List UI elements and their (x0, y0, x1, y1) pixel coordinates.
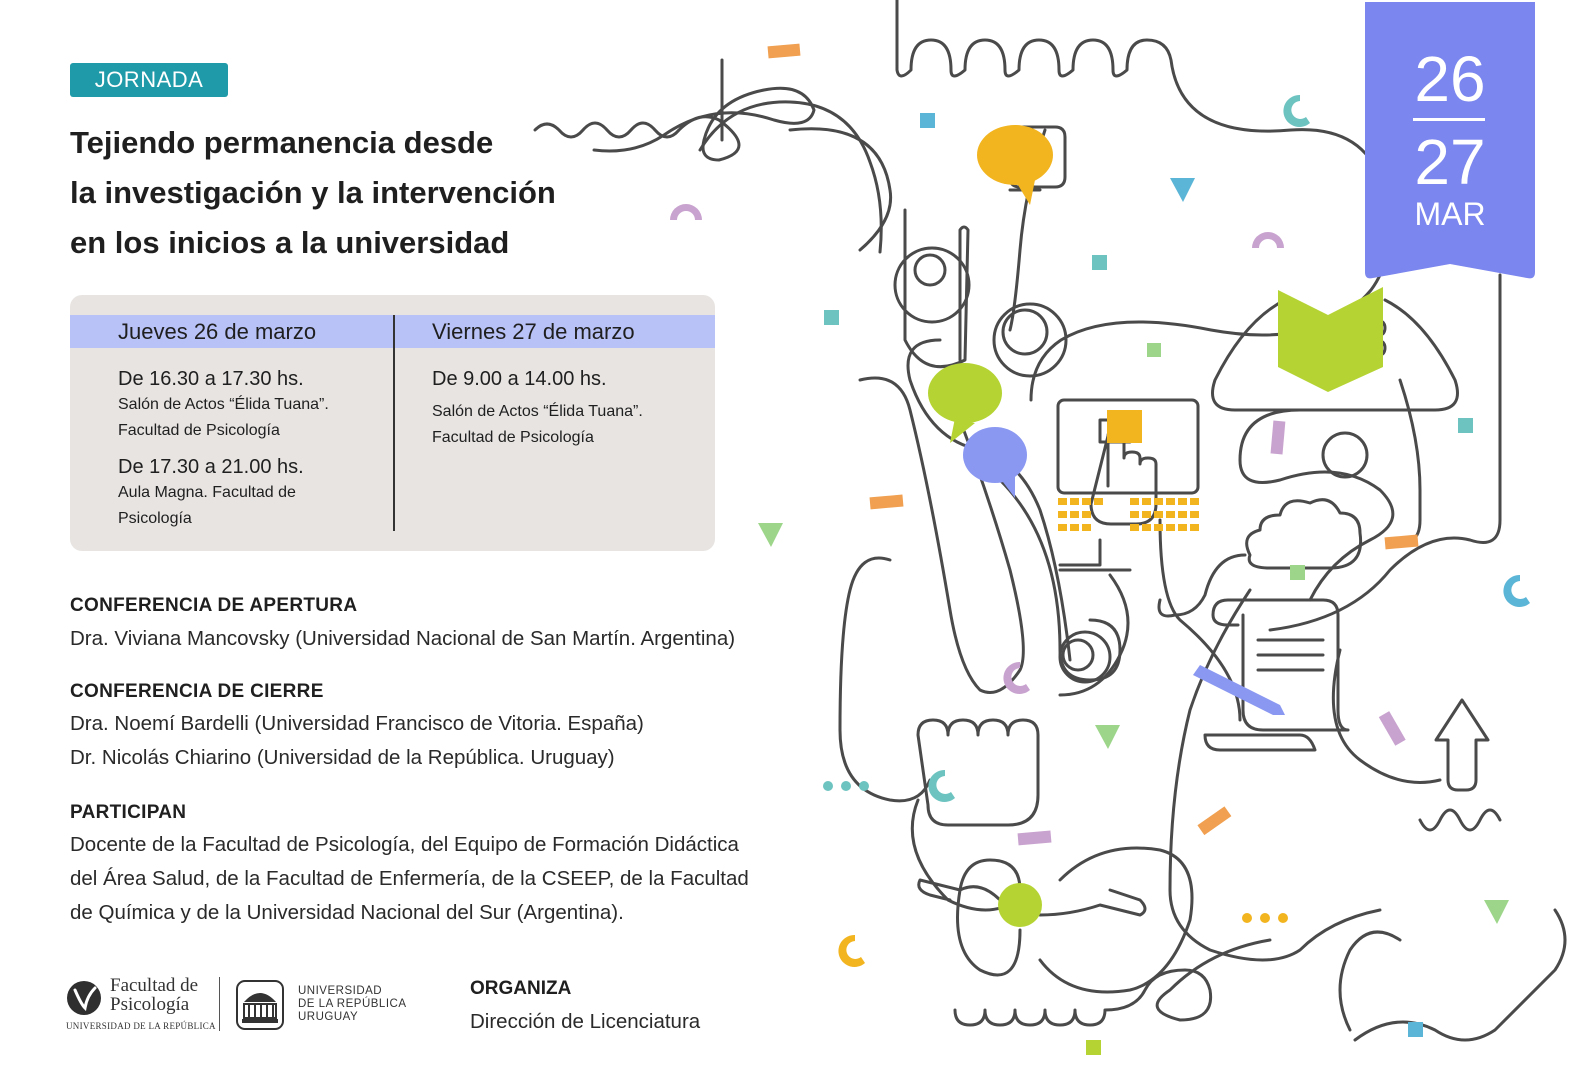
event-type-badge: JORNADA (70, 63, 228, 97)
day-1-session-2-time: De 17.30 a 21.00 hs. (118, 456, 304, 478)
apertura-heading: CONFERENCIA DE APERTURA (70, 595, 358, 616)
title-line-1: Tejiendo permanencia desde (70, 125, 494, 160)
date-month: MAR (1414, 196, 1486, 232)
day-2-session-1-place-2: Facultad de Psicología (432, 429, 594, 446)
title-line-2: la investigación y la intervención (70, 175, 556, 210)
organiza-heading: ORGANIZA (470, 978, 572, 999)
participan-text (70, 828, 790, 930)
organiza-text: Dirección de Licenciatura (470, 1010, 701, 1033)
udelar-logo-text (298, 985, 406, 1024)
day-1-title: Jueves 26 de marzo (118, 319, 317, 344)
udelar-line-2: DE LA REPÚBLICA (298, 998, 407, 1010)
date-day-1: 26 (1414, 43, 1486, 115)
cierre-speaker-2: Dr. Nicolás Chiarino (Universidad de la República. Uruguay) (70, 746, 615, 769)
day-2-title: Viernes 27 de marzo (432, 319, 635, 344)
day-2-session-1-time: De 9.00 a 14.00 hs. (432, 368, 607, 390)
day-1-session-1-place-2: Facultad de Psicología (118, 422, 280, 439)
title-line-3: en los inicios a la universidad (70, 225, 510, 260)
udelar-seal-icon (236, 980, 284, 1030)
event-title (70, 118, 630, 268)
participan-line-1: Docente de la Facultad de Psicología, del Equipo de Formación Didáctica (70, 833, 739, 856)
day-1-session-2-place-1: Aula Magna. Facultad de (118, 484, 296, 501)
schedule-panel (70, 295, 715, 551)
logo-separator (219, 977, 220, 1031)
date-day-2: 27 (1414, 126, 1486, 198)
faculty-logo-line-3: UNIVERSIDAD DE LA REPÚBLICA (66, 1021, 216, 1031)
day-1-session-2-place-2: Psicología (118, 510, 192, 527)
participan-heading: PARTICIPAN (70, 802, 187, 823)
faculty-logo-line-2: Psicología (110, 994, 190, 1015)
apertura-speaker: Dra. Viviana Mancovsky (Universidad Nacional de San Martín. Argentina) (70, 627, 736, 650)
faculty-logo-line-1: Facultad de (110, 975, 199, 996)
participan-line-3: de Química y de la Universidad Nacional del Sur (Argentina). (70, 901, 624, 924)
day-1-session-1-time: De 16.30 a 17.30 hs. (118, 368, 304, 390)
day-2-session-1-place-1: Salón de Actos “Élida Tuana”. (432, 403, 643, 420)
cierre-speaker-1: Dra. Noemí Bardelli (Universidad Francisco de Vitoria. España) (70, 712, 644, 735)
day-1-session-1-place-1: Salón de Actos “Élida Tuana”. (118, 396, 329, 413)
participan-line-2: del Área Salud, de la Facultad de Enfermería, de la CSEEP, de la Facultad (70, 867, 749, 890)
schedule-divider (393, 315, 395, 531)
udelar-line-1: UNIVERSIDAD (298, 985, 383, 997)
cierre-heading: CONFERENCIA DE CIERRE (70, 681, 324, 702)
date-divider (1413, 118, 1485, 121)
udelar-line-3: URUGUAY (298, 1011, 359, 1023)
faculty-logo-icon (66, 980, 104, 1016)
